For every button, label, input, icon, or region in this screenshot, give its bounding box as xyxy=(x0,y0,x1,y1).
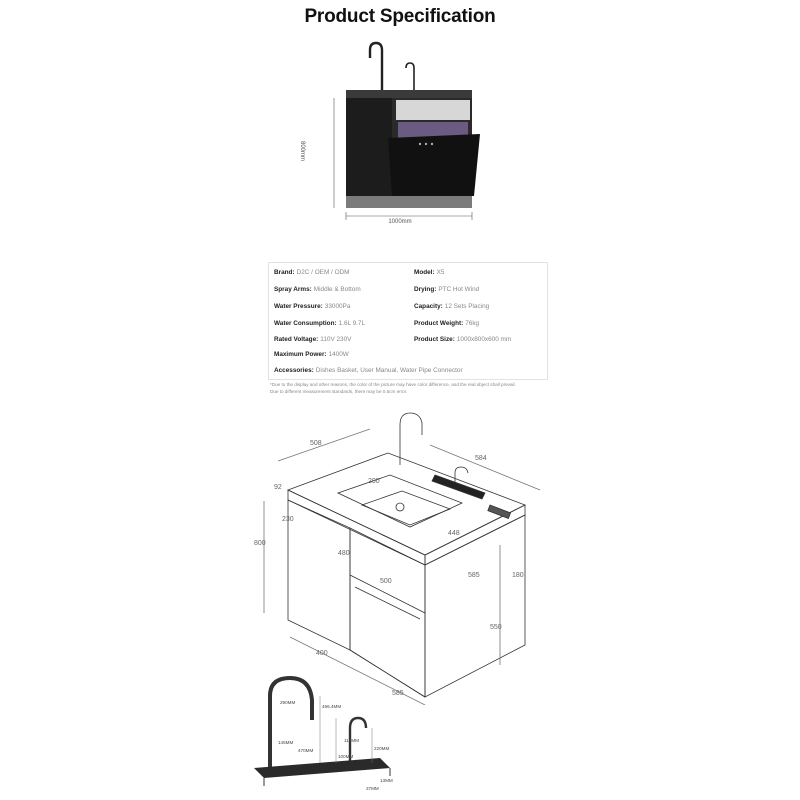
dim-left-depth: 230 xyxy=(282,516,294,523)
dishwasher-door xyxy=(388,134,480,196)
note-line-2: Due to different measurement standards, there may be 0.5cm error. xyxy=(270,389,408,394)
spec-spray-arms: Spray Arms: Middle & Bottom xyxy=(274,286,361,293)
main-faucet-icon xyxy=(370,43,382,93)
dim-right-180: 180 xyxy=(512,572,524,579)
dim-right-height: 550 xyxy=(490,624,502,631)
spec-model: Model: X5 xyxy=(414,269,445,276)
note-line-1: *Due to the display and other reasons, the color of the picture may have color difference, and the real object shall prevail. xyxy=(270,382,516,387)
left-door xyxy=(346,98,392,196)
secondary-faucet-icon xyxy=(406,63,414,93)
pull-down-faucet-icon xyxy=(270,678,312,768)
faucet-dim-2: 496.4MM xyxy=(322,704,342,709)
faucet-dim-7: 100MM xyxy=(338,754,354,759)
faucet-base-plate xyxy=(254,758,390,778)
front-view-image xyxy=(300,38,500,238)
spec-capacity: Capacity: 12 Sets Placing xyxy=(414,303,490,310)
front-width-label: 1000mm xyxy=(388,219,412,225)
dim-base-left: 400 xyxy=(316,650,328,657)
dim-basin-depth: 200 xyxy=(368,478,380,485)
drain-icon xyxy=(396,503,404,511)
dim-right-depth: 585 xyxy=(468,572,480,579)
spec-table xyxy=(268,262,548,380)
dishwasher-rack xyxy=(396,100,470,120)
faucet-dim-8: 13MM xyxy=(380,778,393,783)
page-title: Product Specification xyxy=(304,6,496,27)
faucet-dim-3: 115MM xyxy=(344,738,359,743)
faucet-dim-6: 470MM xyxy=(298,748,314,753)
countertop-outline xyxy=(288,453,525,555)
spec-rated-voltage: Rated Voltage: 110V 230V xyxy=(274,336,352,343)
spec-water-consumption: Water Consumption: 1.6L 9.7L xyxy=(274,320,366,327)
dim-top-left: 508 xyxy=(310,440,322,447)
faucet-detail xyxy=(240,668,400,798)
cabinet-base xyxy=(346,196,472,208)
spec-drying: Drying: PTC Hot Wind xyxy=(414,286,480,293)
dim-base-right: 585 xyxy=(392,690,404,697)
faucet-dim-9: 37MM xyxy=(366,786,379,791)
isometric-faucet-icon xyxy=(400,413,422,465)
isometric-drawing xyxy=(250,405,550,705)
faucet-dim-4: 220MM xyxy=(374,746,390,751)
faucet-dim-5: 145MM xyxy=(278,740,294,745)
spec-brand: Brand: D2C / OEM / ODM xyxy=(274,269,350,276)
countertop xyxy=(346,90,472,98)
front-height-label: 800mm xyxy=(299,141,305,162)
dim-top-right: 584 xyxy=(475,455,487,462)
dim-height: 800 xyxy=(254,540,266,547)
left-cabinet xyxy=(288,500,350,650)
spec-product-weight: Product Weight: 76kg xyxy=(414,320,480,327)
spec-accessories: Accessories: Dishes Basket, User Manual, Water Pipe Connector xyxy=(274,367,463,374)
spec-water-pressure: Water Pressure: 33000Pa xyxy=(274,303,351,310)
dim-basin-480: 480 xyxy=(338,550,350,557)
spec-max-power: Maximum Power: 1400W xyxy=(274,351,349,358)
faucet-dim-1: 290MM xyxy=(280,700,296,705)
dim-basin-448: 448 xyxy=(448,530,460,537)
dim-inner-500: 500 xyxy=(380,578,392,585)
spec-product-size: Product Size: 1000x800x600 mm xyxy=(414,336,512,343)
dim-side-small: 92 xyxy=(274,484,282,491)
